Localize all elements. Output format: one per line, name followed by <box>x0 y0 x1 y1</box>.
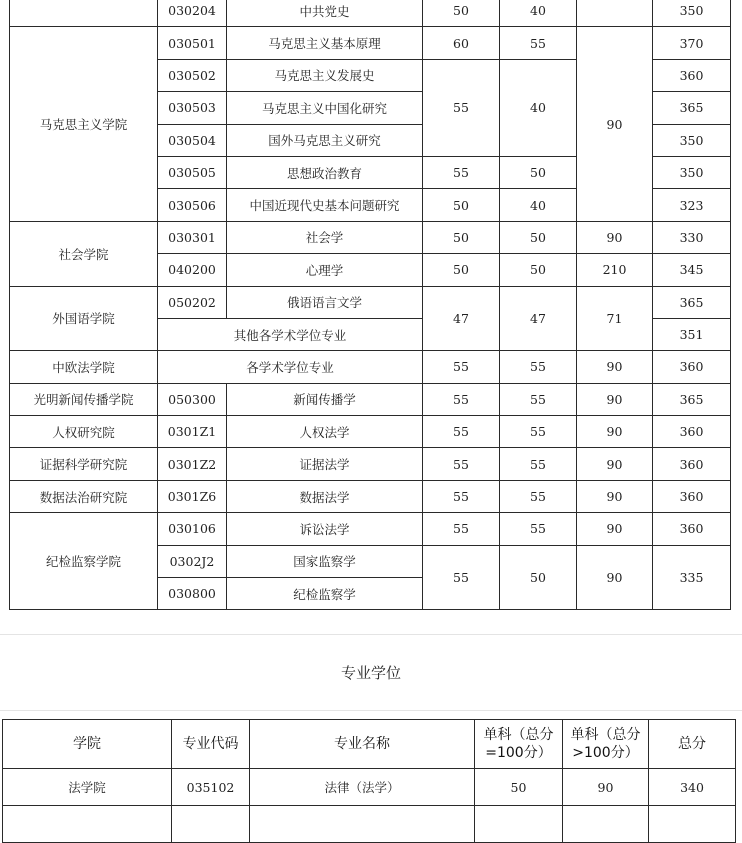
single-over-cell: 55 <box>500 448 577 480</box>
major-code-cell: 030204 <box>158 0 227 27</box>
major-code-cell: 030504 <box>158 124 227 156</box>
single-over-2-cell: 90 <box>577 448 653 480</box>
single-over-cell: 55 <box>500 351 577 383</box>
single-100-cell: 50 <box>423 254 500 286</box>
single-over-cell: 50 <box>500 254 577 286</box>
major-code-cell: 0301Z1 <box>158 416 227 448</box>
college-cell: 马克思主义学院 <box>10 27 158 221</box>
header-college: 学院 <box>3 720 172 769</box>
college-cell: 法学院 <box>3 769 172 806</box>
single-over-2-cell: 90 <box>577 221 653 253</box>
major-code-cell: 030301 <box>158 221 227 253</box>
table-row <box>3 769 736 806</box>
major-name-cell: 社会学 <box>227 221 423 253</box>
college-cell: 中欧法学院 <box>10 351 158 383</box>
table-row <box>10 0 731 27</box>
major-code-cell: 040200 <box>158 254 227 286</box>
major-name-cell: 数据法学 <box>227 480 423 512</box>
single-over-cell: 55 <box>500 27 577 59</box>
single-100-cell: 55 <box>423 59 500 156</box>
college-cell: 外国语学院 <box>10 286 158 351</box>
college-cell <box>10 0 158 27</box>
single-over-2-cell: 210 <box>577 254 653 286</box>
single-100-cell: 55 <box>423 351 500 383</box>
total-score-cell: 350 <box>653 156 731 188</box>
total-score-cell: 360 <box>653 59 731 91</box>
total-score-cell: 365 <box>653 383 731 415</box>
college-cell: 社会学院 <box>10 221 158 286</box>
major-name-cell: 诉讼法学 <box>227 513 423 545</box>
table-row <box>10 448 731 480</box>
major-name-cell: 证据法学 <box>227 448 423 480</box>
single-over-cell: 90 <box>563 769 649 806</box>
college-cell: 证据科学研究院 <box>10 448 158 480</box>
major-name-cell: 法律（法学） <box>250 769 475 806</box>
major-name-cell: 各学术学位专业 <box>158 351 423 383</box>
major-name-cell: 心理学 <box>227 254 423 286</box>
table-header-row <box>3 720 736 769</box>
major-code-cell: 030502 <box>158 59 227 91</box>
major-name-cell: 国外马克思主义研究 <box>227 124 423 156</box>
table-row <box>10 416 731 448</box>
header-single-100: 单科（总分=100分） <box>475 720 563 769</box>
major-code-cell: 0302J2 <box>158 545 227 577</box>
single-over-cell: 50 <box>500 221 577 253</box>
single-100-cell: 55 <box>423 416 500 448</box>
major-name-cell: 新闻传播学 <box>227 383 423 415</box>
college-cell: 数据法治研究院 <box>10 480 158 512</box>
single-over-cell: 50 <box>500 545 577 610</box>
header-total: 总分 <box>649 720 736 769</box>
single-over-2-cell: 90 <box>577 545 653 610</box>
academic-degree-table <box>9 0 731 610</box>
major-name-cell: 其他各学术学位专业 <box>158 318 423 350</box>
single-over-2-cell <box>577 0 653 27</box>
section-divider <box>0 710 742 711</box>
college-cell: 光明新闻传播学院 <box>10 383 158 415</box>
professional-degree-table <box>2 719 736 843</box>
total-score-cell: 365 <box>653 92 731 124</box>
major-code-cell: 035102 <box>172 769 250 806</box>
single-over-2-cell: 90 <box>577 383 653 415</box>
single-100-cell: 55 <box>423 480 500 512</box>
total-score-cell: 335 <box>653 545 731 610</box>
single-100-cell: 50 <box>423 189 500 221</box>
major-code-cell: 030501 <box>158 27 227 59</box>
total-score-cell: 360 <box>653 351 731 383</box>
single-over-2-cell: 90 <box>577 480 653 512</box>
total-score-cell: 360 <box>653 480 731 512</box>
table-row <box>10 351 731 383</box>
major-name-cell: 人权法学 <box>227 416 423 448</box>
single-100-cell: 55 <box>423 545 500 610</box>
table-row <box>3 806 736 843</box>
single-over-cell: 55 <box>500 513 577 545</box>
single-over-2-cell: 90 <box>577 27 653 221</box>
table-row <box>10 480 731 512</box>
single-100-cell: 55 <box>423 513 500 545</box>
single-over-2-cell: 71 <box>577 286 653 351</box>
total-score-cell: 360 <box>653 513 731 545</box>
major-name-cell: 马克思主义中国化研究 <box>227 92 423 124</box>
total-score-cell: 350 <box>653 0 731 27</box>
total-score-cell: 345 <box>653 254 731 286</box>
single-100-cell: 55 <box>423 448 500 480</box>
single-over-cell: 50 <box>500 156 577 188</box>
major-code-cell: 030106 <box>158 513 227 545</box>
table-row <box>10 221 731 253</box>
single-over-cell: 40 <box>500 189 577 221</box>
college-cell: 纪检监察学院 <box>10 513 158 610</box>
single-over-cell: 40 <box>500 59 577 156</box>
table-row <box>10 286 731 318</box>
single-100-cell: 55 <box>423 156 500 188</box>
total-score-cell: 370 <box>653 27 731 59</box>
table-row <box>10 383 731 415</box>
total-score-cell: 365 <box>653 286 731 318</box>
major-code-cell: 030503 <box>158 92 227 124</box>
section-title: 专业学位 <box>340 664 401 682</box>
single-over-cell: 40 <box>500 0 577 27</box>
total-score-cell: 360 <box>653 416 731 448</box>
major-name-cell: 中国近现代史基本问题研究 <box>227 189 423 221</box>
major-name-cell: 俄语语言文学 <box>227 286 423 318</box>
single-100-cell: 47 <box>423 286 500 351</box>
single-over-2-cell: 90 <box>577 351 653 383</box>
total-score-cell: 360 <box>653 448 731 480</box>
total-score-cell: 330 <box>653 221 731 253</box>
major-name-cell: 马克思主义发展史 <box>227 59 423 91</box>
total-score-cell: 323 <box>653 189 731 221</box>
single-over-cell: 55 <box>500 480 577 512</box>
header-single-over: 单科（总分>100分） <box>563 720 649 769</box>
single-100-cell: 55 <box>423 383 500 415</box>
single-100-cell: 50 <box>423 0 500 27</box>
section-divider <box>0 634 742 635</box>
header-major-code: 专业代码 <box>172 720 250 769</box>
major-code-cell: 030506 <box>158 189 227 221</box>
single-over-cell: 47 <box>500 286 577 351</box>
major-code-cell: 030505 <box>158 156 227 188</box>
table-row <box>10 27 731 59</box>
single-100-cell: 50 <box>475 769 563 806</box>
total-score-cell: 340 <box>649 769 736 806</box>
major-code-cell: 0301Z2 <box>158 448 227 480</box>
single-100-cell: 50 <box>423 221 500 253</box>
major-name-cell: 思想政治教育 <box>227 156 423 188</box>
major-code-cell: 050202 <box>158 286 227 318</box>
table-row <box>10 513 731 545</box>
major-code-cell: 0301Z6 <box>158 480 227 512</box>
major-name-cell: 纪检监察学 <box>227 578 423 610</box>
college-cell: 人权研究院 <box>10 416 158 448</box>
single-100-cell: 60 <box>423 27 500 59</box>
single-over-2-cell: 90 <box>577 513 653 545</box>
total-score-cell: 351 <box>653 318 731 350</box>
major-code-cell: 050300 <box>158 383 227 415</box>
single-over-cell: 55 <box>500 416 577 448</box>
major-name-cell: 国家监察学 <box>227 545 423 577</box>
header-major-name: 专业名称 <box>250 720 475 769</box>
major-code-cell: 030800 <box>158 578 227 610</box>
single-over-cell: 55 <box>500 383 577 415</box>
single-over-2-cell: 90 <box>577 416 653 448</box>
major-name-cell: 马克思主义基本原理 <box>227 27 423 59</box>
major-name-cell: 中共党史 <box>227 0 423 27</box>
total-score-cell: 350 <box>653 124 731 156</box>
